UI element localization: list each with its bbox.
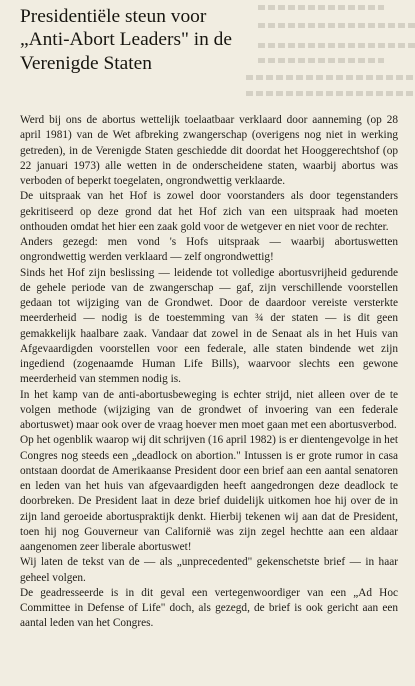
paragraph-1: Werd bij ons de abortus wettelijk toelaatbaar verklaard door aanneming (op 28 april 1981) van de Wet afbreking zwangerschap (overigens nog niet in werking getreden), in de Verenigde Staten geschiedde dit doordat het Hooggerechtshof (op 22 januari 1973) alle wetten in de onderscheidene staten, waarbij abortus was verboden of beperkt toegelaten, ongrondwettig verklaarde. <box>20 114 398 187</box>
article-body <box>20 113 398 632</box>
paragraph-3: Anders gezegd: men vond 's Hofs uitspraak — waarbij abortuswetten ongrondwettig werden verklaard — zelf ongrondwettig! <box>20 236 398 264</box>
title-line-1: Presidentiële steun voor <box>20 6 207 27</box>
paragraph-8: De geadresseerde is in dit geval een vertegenwoordiger van een „Ad Hoc Committee in Defense of Life" doch, als gezegd, de brief is ook gericht aan een aantal leden van het Congres. <box>20 586 398 630</box>
article-title <box>20 5 265 75</box>
title-line-3: Verenigde Staten <box>20 52 152 74</box>
paragraph-5: In het kamp van de anti-abortusbeweging is echter strijd, niet alleen over de te volgen methode (wijziging van de grondwet of invoering van een federale abortuswet) maar ook over de vraag hoever men moet gaan met een abortusverbod. <box>20 388 398 431</box>
title-line-2: „Anti-Abort Leaders" in de <box>20 29 232 51</box>
paragraph-4: Sinds het Hof zijn beslissing — leidende tot volledige abortusvrijheid gedurende de gehele periode van de zwangerschap — gaf, zijn verschillende voorstellen gedaan tot wijziging van de Grondwet. Door de daardoor vereiste versterkte meerderheid — nodig is de toestemming van ¾ der staten — is dit geen gemakkelijk haalbare zaak. Vandaar dat zowel in de Senaat als in het Huis van Afgevaardigden voorstellen voor een federale, alle staten bindende wet zijn ingediend (zogenaamde Human Life Bills), waarvoor slechts een gewone meerderheid van stemmen nodig is. <box>20 266 398 386</box>
paragraph-6: Op het ogenblik waarop wij dit schrijven (16 april 1982) is er dientengevolge in het Congres nog steeds een „deadlock on abortion." Intussen is er grote rumor in casa ontstaan doordat de Amerikaanse President door een brief aan een aantal senatoren en leden van het huis van afgevaardigden heeft aangedrongen deze deadlock te doorbreken. De President laat in deze brief duidelijk uitkomen hoe hij over de in zijn land geroeide abortuspraktijk denkt. Hierbij tekenen wij aan dat de President, toen hij nog Gouverneur van Californië was zijn zegel hechtte aan een aldaar aangenomen zeer liberale abortuswet! <box>20 434 398 553</box>
paragraph-7: Wij laten de tekst van de — als „unprecedented" gekenschetste brief — in haar geheel volgen. <box>20 556 398 584</box>
paragraph-2: De uitspraak van het Hof is zowel door voorstanders als door tegenstanders gekritiseerd op deze grond dat het Hof zich van een uitspraak had moeten onthouden omdat het hier een zaak gold voor de wetgever en niet voor de rechter. <box>20 190 398 233</box>
